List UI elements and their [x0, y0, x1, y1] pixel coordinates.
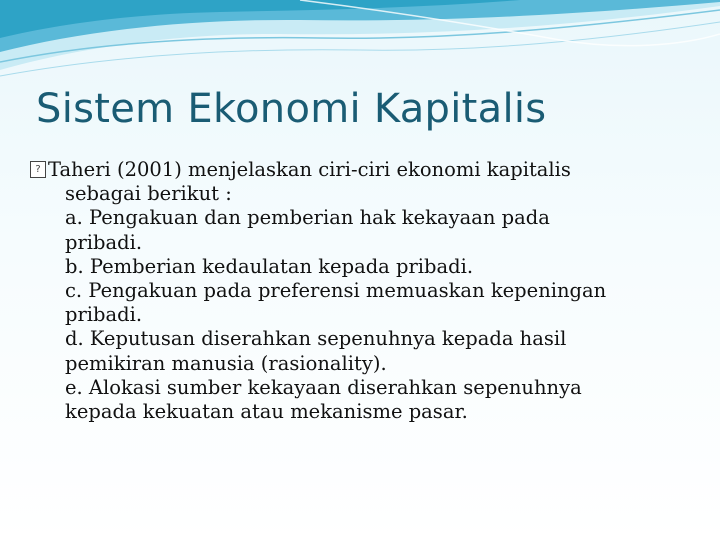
slide-title: Sistem Ekonomi Kapitalis	[36, 86, 547, 132]
body-line: sebagai berikut :	[65, 182, 232, 206]
body-line: pribadi.	[65, 230, 143, 254]
bullet-intro-text: Taheri (2001) menjelaskan ciri-ciri ekonomi kapitalis	[48, 158, 571, 181]
body-line: c. Pengakuan pada preferensi memuaskan kepeningan	[65, 279, 607, 303]
body-line: d. Keputusan diserahkan sepenuhnya kepada hasil	[65, 327, 567, 351]
body-line: e. Alokasi sumber kekayaan diserahkan sepenuhnya	[65, 375, 582, 399]
bullet-item	[30, 158, 700, 182]
body-line: pribadi.	[65, 303, 143, 327]
slide-body	[30, 158, 700, 424]
body-line: b. Pemberian kedaulatan kepada pribadi.	[65, 254, 474, 278]
body-line: pemikiran manusia (rasionality).	[65, 351, 387, 375]
body-line: kepada kekuatan atau mekanisme pasar.	[65, 400, 468, 424]
body-line: a. Pengakuan dan pemberian hak kekayaan pada	[65, 206, 550, 230]
missing-glyph-bullet-icon: ?	[30, 161, 46, 178]
decorative-wave-header	[0, 0, 720, 90]
